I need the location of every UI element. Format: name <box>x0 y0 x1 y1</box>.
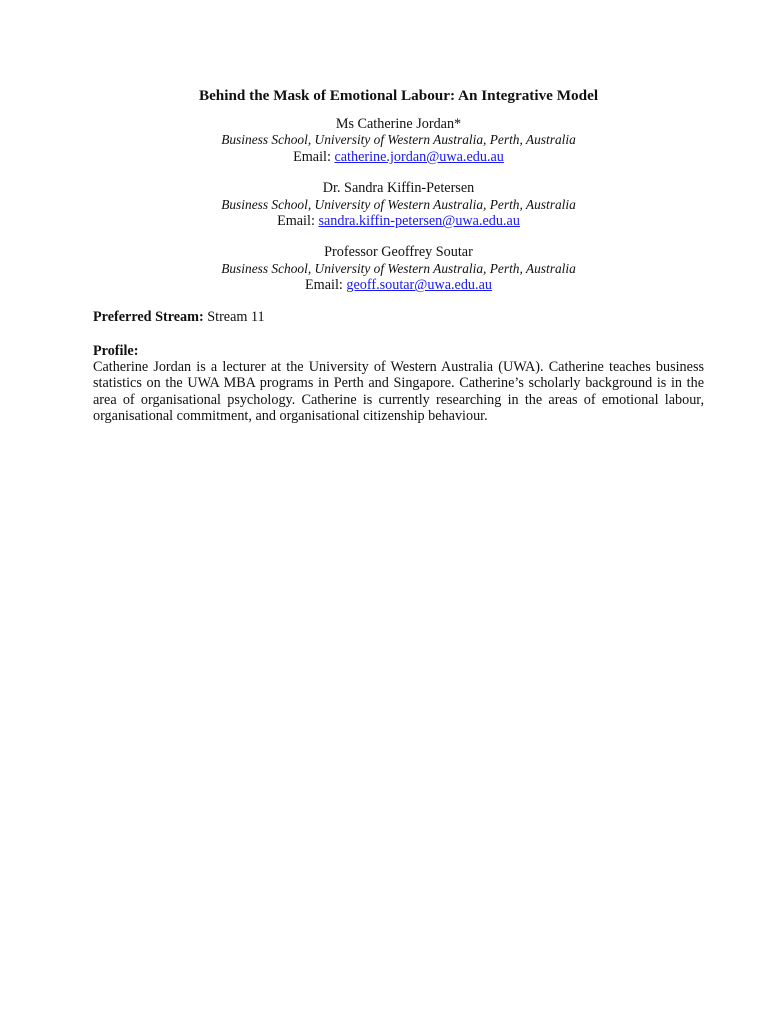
author-block-3 <box>93 244 704 293</box>
email-label: Email: <box>277 213 319 230</box>
author-name: Dr. Sandra Kiffin-Petersen <box>322 180 475 197</box>
preferred-stream <box>93 309 704 326</box>
author-email-link[interactable]: sandra.kiffin-petersen@uwa.edu.au <box>318 213 520 230</box>
author-email-link[interactable]: catherine.jordan@uwa.edu.au <box>334 148 504 165</box>
author-email-line <box>93 277 704 293</box>
stream-value: Stream 11 <box>203 308 265 325</box>
email-label: Email: <box>293 148 335 165</box>
profile-heading: Profile: <box>93 342 139 359</box>
author-block-1 <box>93 116 704 165</box>
author-affiliation: Business School, University of Western Australia, Perth, Australia <box>221 260 576 276</box>
email-label: Email: <box>305 277 347 294</box>
stream-label: Preferred Stream: <box>93 308 204 325</box>
profile-text: Catherine Jordan is a lecturer at the University of Western Australia (UWA). Catherine teaches business statistics on the UWA MBA programs in Perth and Singapore. Catherine’s scholarly background is in the area of organisational psychology. Catherine is currently researching in the areas of emotional labour, organisational commitment, and organisational citizenship behaviour. <box>93 359 704 425</box>
author-block-2 <box>93 180 704 229</box>
document-content <box>93 86 704 425</box>
author-name: Professor Geoffrey Soutar <box>324 244 473 261</box>
author-affiliation: Business School, University of Western Australia, Perth, Australia <box>221 196 576 212</box>
author-name: Ms Catherine Jordan* <box>335 116 462 132</box>
author-affiliation: Business School, University of Western Australia, Perth, Australia <box>221 132 576 148</box>
author-email-link[interactable]: geoff.soutar@uwa.edu.au <box>346 277 492 294</box>
author-email-line <box>93 149 704 165</box>
paper-title: Behind the Mask of Emotional Labour: An Integrative Model <box>198 87 599 104</box>
author-email-line <box>93 213 704 229</box>
